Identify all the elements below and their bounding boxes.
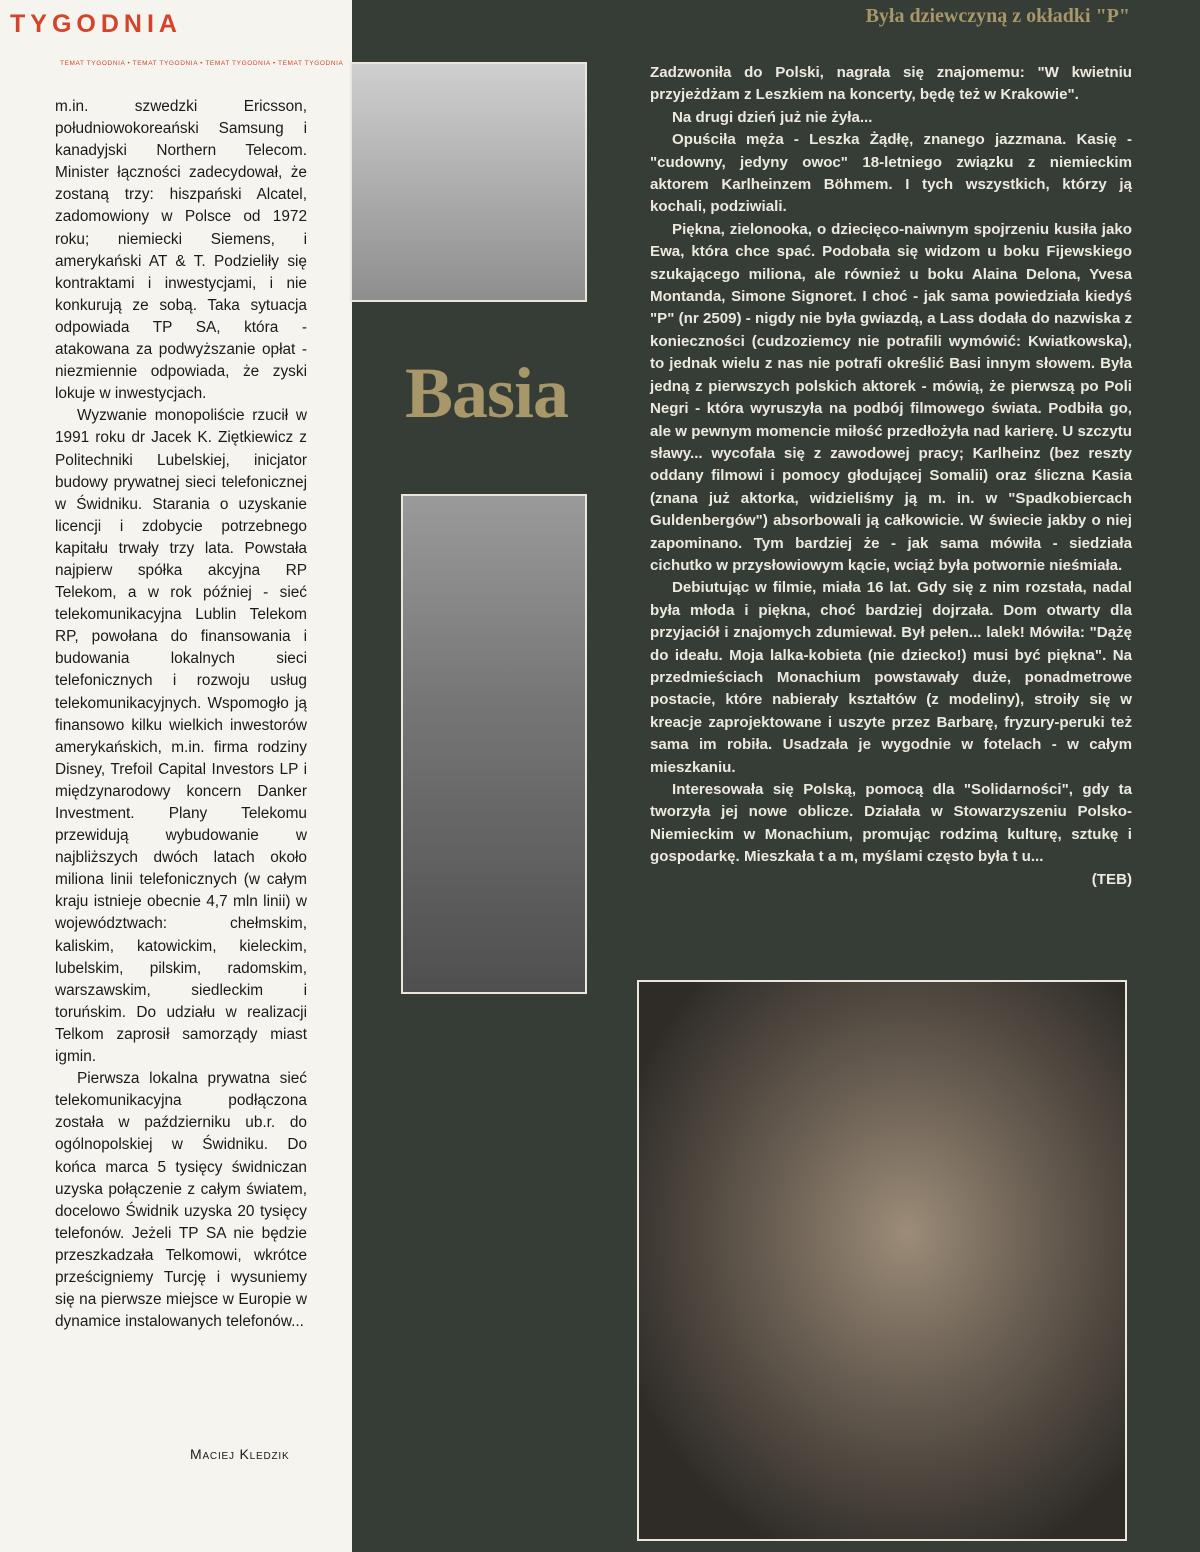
left-column [0,0,352,1552]
left-paragraph-1: m.in. szwedzki Ericsson, południowokoreański Samsung i kanadyjski Northern Telecom. Minister łączności zadecydował, że zostaną trzy: hiszpański Alcatel, zadomowiony w Polsce od 1972 roku; niemiecki Siemens, i amerykański AT & T. Podzieliły się kontraktami i inwestycjami, i nie konkurują ze sobą. Taka sytuacja odpowiada TP SA, która - atakowana za podwyższanie opłat - niezmiennie odpowiada, że zyski lokuje w inwestycjach. [55,98,307,403]
article-credit: (TEB) [1091,870,1132,888]
right-paragraph-1: Zadzwoniła do Polski, nagrała się znajomemu: "W kwietniu przyjeżdżam z Leszkiem na koncerty, będę też w Krakowie". [650,64,1132,104]
right-paragraph-2: Na drugi dzień już nie żyła... [672,108,873,126]
right-paragraph-3: Opuściła męża - Leszka Żądłę, znanego jazzmana. Kasię - "cudowny, jedyny owoc" 18-letniego związku z niemieckim aktorem Karlheinzem Böhmem. I tych wszystkich, którzy ją kochali, podziwiali. [650,131,1132,216]
right-paragraph-5: Debiutując w filmie, miała 16 lat. Gdy się z nim rozstała, nadal była młoda i piękna, choć bardziej dojrzała. Dom otwarty dla przyjaciół i znajomych zdumiewał. Był pełen... lalek! Mówiła: "Dążę do ideału. Moja lalka-kobieta (nie dziecko!) musi być piękna". Na przedmieściach Monachium powstawały duże, ponadmetrowe postacie, które nabierały kształtów (z modeliny), stroiły się w kreacje zaprojektowane i uszyte przez Barbarę, fryzury-peruki też sama im robiła. Usadzała je wygodnie w fotelach - w całym mieszkaniu. [650,579,1132,776]
left-article-body [55,96,307,1333]
photo-portrait-young [350,62,587,302]
rubric-strip: TEMAT TYGODNIA • TEMAT TYGODNIA • TEMAT TYGODNIA • TEMAT TYGODNIA [60,60,344,67]
left-paragraph-2: Wyzwanie monopoliście rzucił w 1991 roku dr Jacek K. Ziętkiewicz z Politechniki Lubelskiej, inicjator budowy prywatnej sieci telefonicznej w Świdniku. Starania o uzyskanie licencji i zdobycie potrzebnego kapitału trwały trzy lata. Powstała najpierw spółka akcyjna RP Telekom, a w rok później - sieć telekomunikacyjna Lublin Telekom RP, powołana do finansowania i budowania lokalnych sieci telefonicznych i rozwoju usług telekomunikacyjnych. Wspomogło ją finansowo kilku wielkich inwestorów amerykańskich, m.in. firma rodziny Disney, Trefoil Capital Investors LP i międzynarodowy koncern Danker Investment. Plany Telekomu przewidują wybudowanie w najbliższych dwóch latach około miliona linii telefonicznych (w całym kraju istnieje obecnie 4,7 mln linii) w województwach: chełmskim, kaliskim, katowickim, kieleckim, lubelskim, pilskim, radomskim, warszawskim, siedleckim i toruńskim. Do udziału w realizacji Telkom zaprosił samorządy miast igmin. [55,407,307,1066]
right-paragraph-6: Interesowała się Polską, pomocą dla "Solidarności", gdy ta tworzyła jej nowe oblicze. Działała w Stowarzyszeniu Polsko-Niemieckim w Monachium, promując rodzimą kulturę, sztukę i gospodarkę. Mieszkała t a m, myślami często była t u... [650,781,1132,866]
feature-kicker: Była dziewczyną z okładki "P" [865,5,1130,27]
photo-mother-daughter [401,494,587,994]
left-paragraph-3: Pierwsza lokalna prywatna sieć telekomunikacyjna podłączona została w październiku ub.r. do ogólnopolskiej w Świdniku. Do końca marca 5 tysięcy świdniczan uzyska połączenie z całym światem, docelowo Świdnik uzyska 20 tysięcy telefonów. Jeżeli TP SA nie będzie przeszkadzała Telkomowi, wkrótce prześcigniemy Turcję i wysuniemy się na pierwsze miejsce w Europie w dynamice instalowanych telefonów... [55,1070,307,1331]
photo-portrait-headscarf [637,980,1127,1541]
right-paragraph-4: Piękna, zielonooka, o dziecięco-naiwnym spojrzeniu kusiła jako Ewa, która chce spać. Podobała się widzom u boku Fijewskiego szukającego miliona, ale również u boku Alaina Delona, Yvesa Montanda, Simone Signoret. I choć - jak sama powiedziała kiedyś "P" (nr 2509) - nigdy nie była gwiazdą, a Lass dodała do nazwiska z konieczności (cudzoziemcy nie potrafili wymówić: Kwiatkowska), to jednak wielu z nas nie potrafi określić Basi innym słowem. Była jedną z pierwszych polskich aktorek - mówią, że pierwszą po Poli Negri - która wyruszyła na podbój filmowego świata. Podbiła go, ale w pewnym momencie miłość przedłożyła nad karierę. U szczytu sławy... wycofała się z zawodowej pracy; Karlheinz (bez reszty oddany filmowi i pomocy głodującej Somalii) oraz śliczna Kasia (znana już aktorka, widzieliśmy ją m. in. w "Spadkobiercach Guldenbergów") absorbowali ją całkowicie. W świecie jakby o niej zapominano. Tym bardziej że - jak sama mówiła - siedziała cichutko w przysłowiowym kącie, wciąż była potwornie nieśmiała. [650,220,1132,574]
author-signature: Maciej Kledzik [190,1446,290,1462]
right-article-body [650,62,1132,891]
masthead: TYGODNIA [10,10,182,38]
feature-title: Basia [405,353,569,433]
